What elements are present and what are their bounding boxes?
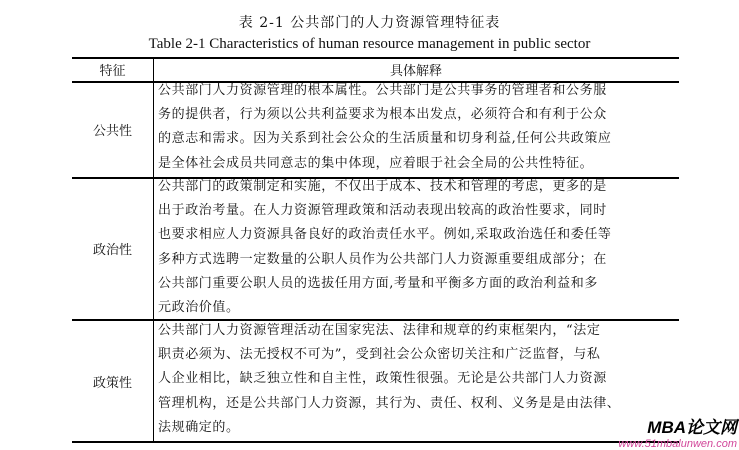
table-top-border	[72, 57, 679, 59]
text-line: 法规确定的。	[158, 419, 240, 435]
text-line: 管理机构，还是公共部门人力资源，其行为、责任、权利、义务是是由法律、	[158, 395, 621, 411]
text-line: 职责必须为、法无授权不可为”，受到社会公众密切关注和广泛监督，与私	[158, 347, 601, 363]
header-explanation: 具体解释	[389, 64, 442, 79]
row-explanation	[158, 175, 678, 320]
table-title-cn: 表 2-1 公共部门的人力资源管理特征表	[238, 15, 501, 31]
column-divider	[153, 59, 154, 443]
text-line: 多种方式选聘一定数量的公职人员作为公共部门人力资源重要组成部分；在	[158, 251, 607, 267]
text-line: 公共部门人力资源管理活动在国家宪法、法律和规章的约束框架内，“法定	[158, 323, 601, 338]
text-line: 的意志和需求。因为关系到社会公众的生活质量和切身利益,任何公共政策应	[158, 131, 612, 147]
table-title-en: Table 2-1 Characteristics of human resource management in public sector	[148, 36, 591, 52]
watermark-url: www.51mbalunwen.com	[618, 438, 737, 450]
watermark-brand: MBA论文网	[647, 418, 737, 437]
text-line: 人企业相比，缺乏独立性和自主性，政策性很强。无论是公共部门人力资源	[158, 371, 607, 387]
text-line: 公共部门人力资源管理的根本属性。公共部门是公共事务的管理者和公务服	[158, 83, 607, 98]
table-bottom-border	[72, 441, 679, 443]
text-line: 公共部门的政策制定和实施，不仅出于成本、技术和管理的考虑，更多的是	[158, 179, 607, 194]
row-explanation	[158, 319, 678, 440]
text-line: 元政治价值。	[158, 299, 240, 315]
row-feature: 政策性	[92, 376, 132, 391]
text-line: 务的提供者，行为须以公共利益要求为根本出发点，必须符合和有利于公众	[158, 107, 607, 123]
row-explanation	[158, 79, 678, 176]
text-line: 公共部门重要公职人员的选拔任用方面,考量和平衡多方面的政治利益和多	[158, 275, 598, 291]
row-feature: 公共性	[92, 124, 132, 139]
row-feature: 政治性	[92, 243, 132, 258]
text-line: 也要求相应人力资源具备良好的政治责任水平。例如,采取政治选任和委任等	[158, 227, 612, 243]
header-feature: 特征	[99, 64, 126, 79]
text-line: 出于政治考量。在人力资源管理政策和活动表现出较高的政治性要求，同时	[158, 203, 607, 219]
watermark-logo	[618, 413, 737, 450]
text-line: 是全体社会成员共同意志的集中体现，应着眼于社会全局的公共性特征。	[158, 155, 594, 171]
